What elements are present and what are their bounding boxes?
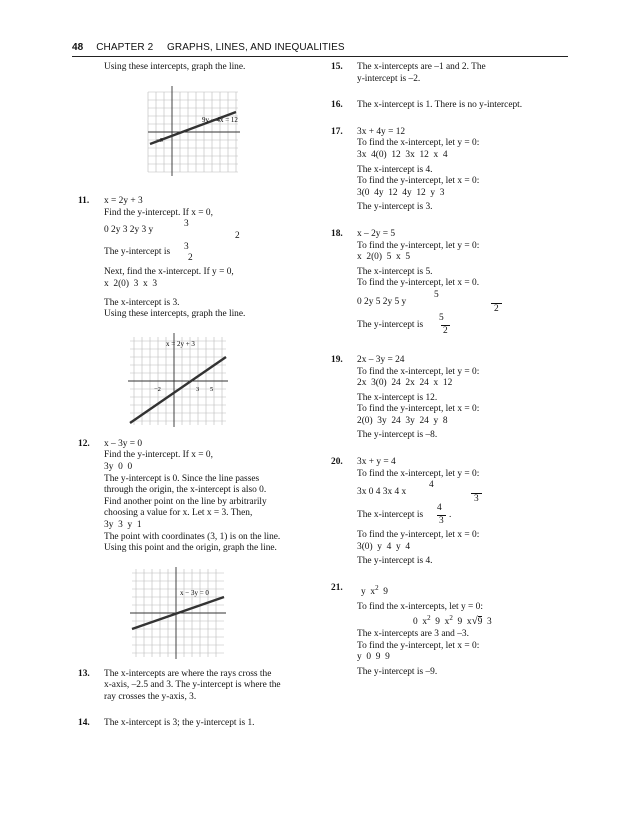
problem-17	[331, 126, 572, 214]
step-text: Using this point and the origin, graph the line.	[104, 543, 277, 554]
problem-number: 20.	[331, 457, 343, 468]
step-text: Find the y-intercept. If x = 0,	[104, 207, 213, 218]
step-text: x-axis, –2.5 and 3. The y-intercept is where the	[104, 680, 281, 691]
problem-number: 12.	[78, 438, 90, 449]
step-text: The x-intercept is 3; the y-intercept is 1.	[104, 718, 255, 729]
result-text: The y-intercept is –8.	[357, 430, 438, 441]
graph2-tick-5: 5	[210, 385, 214, 393]
step-equation: x 2(0) 5 x 5	[357, 252, 411, 263]
left-column	[78, 62, 334, 738]
step-equation: 0 2y 3 2y 3 y	[104, 225, 154, 236]
equation: 2x – 3y = 24	[357, 354, 405, 365]
graph1-equation-label: 9y − 4x = 12	[202, 115, 238, 124]
fraction-denominator: 2	[235, 231, 240, 242]
graph2-tick-neg2: −2	[154, 385, 161, 393]
problem-11	[78, 196, 334, 429]
graph2-equation-label: x = 2y + 3	[166, 339, 195, 348]
result-text: The y-intercept is 4.	[357, 556, 433, 567]
step-text: The point with coordinates (3, 1) is on the line.	[104, 531, 281, 542]
chapter-title: GRAPHS, LINES, AND INEQUALITIES	[167, 42, 345, 53]
graph-9y-4x	[144, 84, 242, 180]
step-text: ray crosses the y-axis, 3.	[104, 691, 197, 702]
step-text: To find the x-intercept, let y = 0:	[357, 366, 480, 377]
problem-18	[331, 228, 572, 340]
result-text: The y-intercept is	[357, 319, 424, 330]
step-text: Next, find the x-intercept. If y = 0,	[104, 267, 234, 278]
step-equation: x 2(0) 3 x 3	[104, 278, 158, 289]
exponent: 2	[449, 614, 453, 623]
step-text: The x-intercept is 1. There is no y-intercept.	[357, 100, 523, 111]
equation-part: 3	[482, 617, 492, 628]
fraction-denominator: 2	[491, 303, 502, 316]
exponent: 2	[375, 584, 379, 593]
step-text: choosing a value for x. Let x = 3. Then,	[104, 508, 253, 519]
problem-number: 11.	[78, 196, 90, 207]
result-text: The x-intercept is	[357, 510, 424, 521]
fraction-numerator: 3	[184, 242, 189, 253]
equation-part: y x	[361, 587, 376, 598]
equation-part: 0 x	[413, 617, 428, 628]
step-text: To find the y-intercept, let x = 0:	[357, 530, 480, 541]
equation	[357, 583, 572, 599]
problem-19	[331, 354, 572, 442]
step-text: Using these intercepts, graph the line.	[104, 309, 246, 320]
step-equation: 3y 3 y 1	[104, 519, 142, 530]
problem-16	[331, 100, 572, 112]
problem-21	[331, 583, 572, 678]
step-equation: 3y 0 0	[104, 461, 133, 472]
problem-number: 21.	[331, 583, 343, 594]
result-text: The x-intercept is 3.	[104, 297, 180, 308]
graph1-tick-label: −3	[156, 136, 163, 144]
step-text: The x-intercepts are –1 and 2. The	[357, 62, 486, 72]
fraction-numerator: 5	[439, 312, 444, 323]
intro-line: Using these intercepts, graph the line.	[104, 62, 246, 72]
result-text: The y-intercept is 3.	[357, 202, 433, 213]
graph3-equation-label: x − 3y = 0	[180, 588, 209, 597]
problem-number: 16.	[331, 100, 343, 111]
problem-13	[78, 668, 334, 704]
step-text: The x-intercepts are where the rays cross the	[104, 668, 272, 679]
graph-x-3y-0	[128, 565, 228, 661]
fraction-numerator: 4	[429, 480, 434, 491]
fraction-numerator: 5	[434, 289, 439, 300]
fraction-denominator: 2	[443, 325, 448, 336]
equation: 3x + 4y = 12	[357, 126, 406, 137]
radicand: 9	[477, 617, 483, 628]
result-text: The x-intercept is 12.	[357, 392, 438, 403]
step-equation: 3(0 4y 12 4y 12 y 3	[357, 187, 445, 198]
equation: x = 2y + 3	[104, 196, 143, 207]
radical-sign-icon: √	[471, 615, 478, 628]
step-text: Find another point on the line by arbitrarily	[104, 496, 267, 507]
problem-number: 18.	[331, 228, 343, 239]
problem-number: 14.	[78, 718, 90, 729]
fraction-numerator: 3	[184, 219, 189, 230]
header-rule	[72, 56, 568, 57]
problem-number: 19.	[331, 354, 343, 365]
equation: x – 3y = 0	[104, 438, 143, 449]
result-text: The x-intercept is 5.	[357, 266, 433, 277]
step-equation: y 0 9 9	[357, 652, 390, 663]
step-equation: 0 2y 5 2y 5 y	[357, 296, 407, 307]
fraction-denominator: 2	[188, 253, 193, 264]
problem-number: 15.	[331, 62, 343, 72]
step-text: The y-intercept is 0. Since the line passes	[104, 473, 260, 484]
fraction-denominator: 3	[439, 516, 444, 527]
equation-part: 9 x	[430, 617, 450, 628]
problem-number: 17.	[331, 126, 343, 137]
step-equation: 2x 3(0) 24 2x 24 x 12	[357, 378, 453, 389]
problem-20	[331, 457, 572, 568]
step-text: Find the y-intercept. If x = 0,	[104, 450, 213, 461]
step-text: through the origin, the x-intercept is also 0.	[104, 485, 267, 496]
step-equation: 3(0) y 4 y 4	[357, 541, 411, 552]
fraction-numerator: 4	[437, 503, 442, 514]
equation-part: 9	[378, 587, 388, 598]
running-header	[72, 42, 345, 53]
exponent: 2	[427, 614, 431, 623]
period: .	[449, 510, 452, 521]
equation: 3x + y = 4	[357, 457, 396, 468]
step-text: To find the x-intercept, let y = 0:	[357, 468, 480, 479]
equation: x – 2y = 5	[357, 228, 396, 239]
step-equation	[357, 613, 572, 629]
graph-x-2y-3	[126, 331, 230, 429]
page-number: 48	[72, 42, 84, 53]
result-text: The x-intercept is 4.	[357, 164, 433, 175]
step-equation: 3x 0 4 3x 4 x	[357, 487, 407, 498]
step-text: y-intercept is –2.	[357, 73, 421, 84]
graph2-tick-3: 3	[196, 385, 200, 393]
problem-15	[331, 62, 572, 85]
step-text: To find the y-intercept, let x = 0:	[357, 640, 480, 651]
step-text: To find the y-intercept, let x = 0:	[357, 404, 480, 415]
step-text: To find the x-intercepts, let y = 0:	[357, 601, 483, 612]
problem-12	[78, 438, 334, 661]
right-column	[331, 62, 572, 686]
problem-number: 13.	[78, 668, 90, 679]
result-text: The y-intercept is	[104, 247, 171, 258]
step-text: To find the y-intercept, let y = 0:	[357, 240, 480, 251]
result-text: The x-intercepts are 3 and –3.	[357, 629, 469, 640]
chapter-label: CHAPTER 2	[96, 42, 154, 53]
equation-part: 9 x	[452, 617, 472, 628]
step-text: To find the x-intercept, let y = 0:	[357, 138, 480, 149]
fraction-denominator: 3	[471, 493, 482, 506]
step-text: To find the y-intercept, let x = 0.	[357, 278, 480, 289]
result-text: The y-intercept is –9.	[357, 666, 438, 677]
step-equation: 3x 4(0) 12 3x 12 x 4	[357, 149, 448, 160]
step-text: To find the y-intercept, let x = 0:	[357, 176, 480, 187]
problem-14	[78, 718, 334, 730]
step-equation: 2(0) 3y 24 3y 24 y 8	[357, 415, 448, 426]
